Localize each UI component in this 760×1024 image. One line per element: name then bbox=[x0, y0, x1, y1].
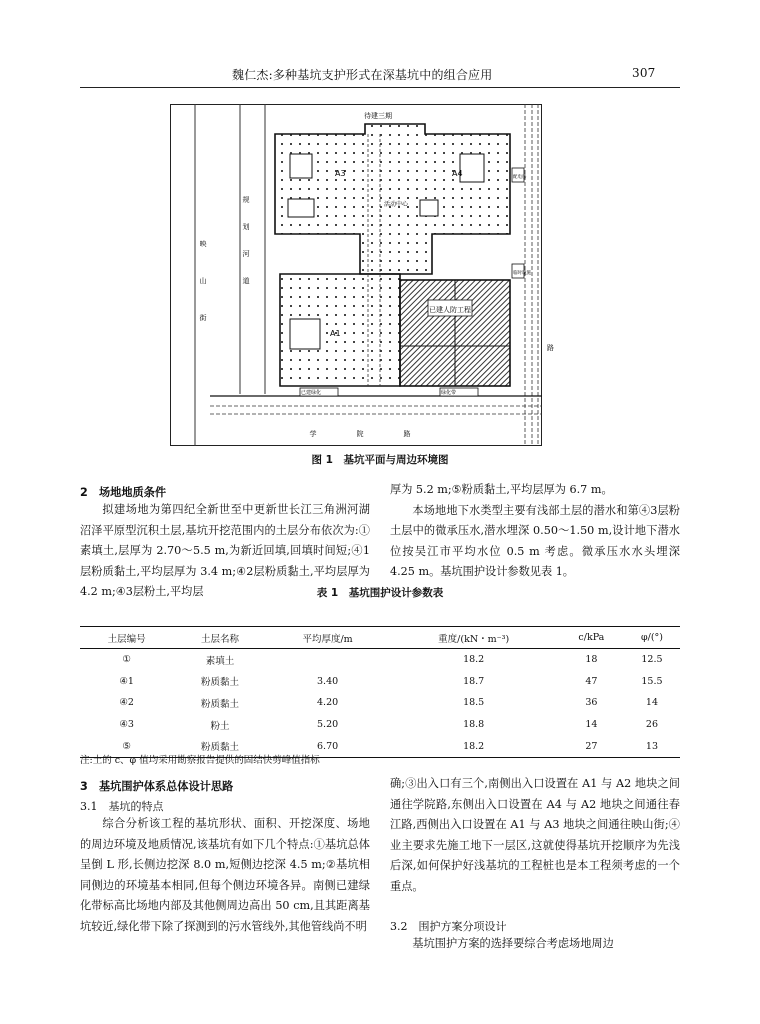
header-rule bbox=[80, 87, 680, 88]
table-header-cell: 重度/(kN・m⁻³) bbox=[389, 627, 559, 649]
label-activity: 活动中心 bbox=[384, 201, 409, 208]
label-phase3: 待建三期 bbox=[364, 112, 392, 120]
section-2-heading: 2 场地地质条件 bbox=[80, 486, 167, 499]
table-row bbox=[80, 649, 680, 671]
table-header-cell: φ/(°) bbox=[624, 627, 680, 649]
section-2-right-column bbox=[390, 480, 680, 583]
hatched-building-label: 已建人防工程 bbox=[429, 306, 471, 314]
table-cell: 18.7 bbox=[463, 675, 485, 687]
figure-caption: 图 1 基坑平面与周边环境图 bbox=[311, 454, 449, 466]
section-2-para-1-cont: 厚为 5.2 m;⑤粉质黏土,平均层厚为 6.7 m。 bbox=[390, 483, 613, 496]
table-note: 注:土的 c、φ 值均采用勘察报告提供的固结快剪峰值指标 bbox=[80, 755, 320, 766]
section-2-para-2: 本场地地下水类型主要有浅部土层的潜水和第④3层粉土层中的微承压水,潜水埋深 0.50～1.50 m,设计地下潜水位按吴江市平均水位 0.5 m 考虑。微承压水水头埋深 4.25 m。基坑围护设计参数见表 1。 bbox=[390, 503, 680, 579]
table-cell: 18.2 bbox=[389, 735, 559, 757]
table-caption: 表 1 基坑围护设计参数表 bbox=[316, 587, 444, 599]
label-road-bottom: 学院路 bbox=[309, 430, 451, 438]
section-3-heading: 3 基坑围护体系总体设计思路 bbox=[80, 780, 234, 793]
section-3-right-column-2 bbox=[390, 934, 680, 955]
table-cell: 粉质黏土 bbox=[173, 735, 266, 757]
table-row bbox=[80, 671, 680, 693]
side-box-1-label: 配电房 bbox=[513, 175, 527, 180]
section-3-para-1: 综合分析该工程的基坑形状、面积、开挖深度、场地的周边环境及地质情况,该基坑有如下几个特点:①基坑总体呈倒 L 形,长侧边挖深 8.0 m,短侧边挖深 4.5 m;②基坑相同侧边的环境基本相同,但每个侧边环境各异。南侧已建绿化带标高比场地内部及其他侧周边高出 50 cm,且其距离基坑较近,绿化带下除了探测到的污水管线外,其他管线尚不明 bbox=[80, 817, 370, 933]
table-cell: ④3 bbox=[119, 719, 134, 731]
bottom-box-1-label: 已建绿化 bbox=[301, 390, 322, 396]
section-2-para-1: 拟建场地为第四纪全新世至中更新世长江三角洲河湖沼泽平原型沉积土层,基坑开挖范围内的土层分布依次为:①素填土,层厚为 2.70～5.5 m,为新近回填,回填时间短;④1层粉质黏土,平均层厚为 3.4 m;④2层粉质黏土,平均层厚为 4.2 m;④3层粉土,平均层 bbox=[80, 503, 370, 599]
bottom-box-2-label: 绿化带 bbox=[441, 390, 457, 396]
table-header-row bbox=[80, 627, 680, 649]
table-cell: ④2 bbox=[119, 697, 134, 709]
table-cell: 13 bbox=[624, 735, 680, 757]
table-cell: 18.8 bbox=[463, 719, 485, 731]
section-3-2-heading: 3.2 围护方案分项设计 bbox=[390, 920, 507, 933]
table-cell: 4.20 bbox=[317, 697, 339, 709]
section-3-para-1-cont: 确;③出入口有三个,南侧出入口设置在 A1 与 A2 地块之间通往学院路,东侧出入口设置在 A4 与 A2 地块之间通往春江路,西侧出入口设置在 A1 与 A3 地块之间通往映山街;④业主要求先施工地下一层区,这就使得基坑开挖顺序为先浅后深,如何保护好浅基坑的工程桩也是本工程须考虑的一个重点。 bbox=[390, 777, 680, 893]
table-cell: 26 bbox=[645, 719, 659, 731]
label-a1: A1 bbox=[330, 329, 341, 338]
section-3-left-column bbox=[80, 814, 370, 938]
label-road-planned: 规划河道 bbox=[242, 196, 250, 304]
label-a4: A4 bbox=[452, 169, 463, 178]
page-number: 307 bbox=[632, 66, 656, 80]
table-cell: 粉土 bbox=[210, 720, 230, 732]
table-cell: 15.5 bbox=[641, 675, 663, 687]
table-cell: ⑤ bbox=[80, 735, 173, 757]
table-header-cell: c/kPa bbox=[559, 627, 624, 649]
section-3-1-heading: 3.1 基坑的特点 bbox=[80, 800, 164, 813]
table-row bbox=[80, 714, 680, 736]
table-cell bbox=[267, 649, 389, 671]
label-a3: A3 bbox=[335, 169, 346, 178]
side-box-2-label: 临时设施 bbox=[513, 271, 531, 276]
table-row bbox=[80, 692, 680, 714]
table-cell: 36 bbox=[585, 697, 598, 709]
table-cell: 47 bbox=[585, 675, 598, 687]
table-cell: 27 bbox=[559, 735, 624, 757]
table-header-cell: 土层编号 bbox=[80, 627, 173, 649]
label-road-right: 路 bbox=[547, 344, 554, 352]
table-cell: 3.40 bbox=[317, 675, 339, 687]
table-cell: 18.5 bbox=[463, 697, 485, 709]
table-header-cell: 土层名称 bbox=[173, 627, 266, 649]
table-cell: 6.70 bbox=[267, 735, 389, 757]
table-cell: 粉质黏土 bbox=[201, 698, 240, 710]
table-cell: 14 bbox=[645, 697, 659, 709]
table-cell: 5.20 bbox=[317, 719, 339, 731]
running-header-title: 魏仁杰:多种基坑支护形式在深基坑中的组合应用 bbox=[232, 68, 493, 82]
table-cell: 12.5 bbox=[641, 654, 663, 666]
table-cell: 粉质黏土 bbox=[201, 677, 240, 689]
section-3-right-column bbox=[390, 774, 680, 898]
site-plan-figure bbox=[170, 104, 554, 446]
table-cell: ④1 bbox=[119, 675, 134, 687]
table-header-cell: 平均厚度/m bbox=[267, 627, 389, 649]
table-cell: 18 bbox=[585, 654, 598, 666]
label-road-left: 映山街 bbox=[199, 240, 207, 351]
section-3-para-2: 基坑围护方案的选择要综合考虑场地周边 bbox=[412, 937, 614, 950]
table-cell: 14 bbox=[585, 719, 598, 731]
table-cell: 素填土 bbox=[205, 655, 235, 667]
parameter-table bbox=[80, 626, 680, 758]
table-cell: ① bbox=[122, 654, 131, 666]
table-cell: 18.2 bbox=[463, 654, 485, 666]
